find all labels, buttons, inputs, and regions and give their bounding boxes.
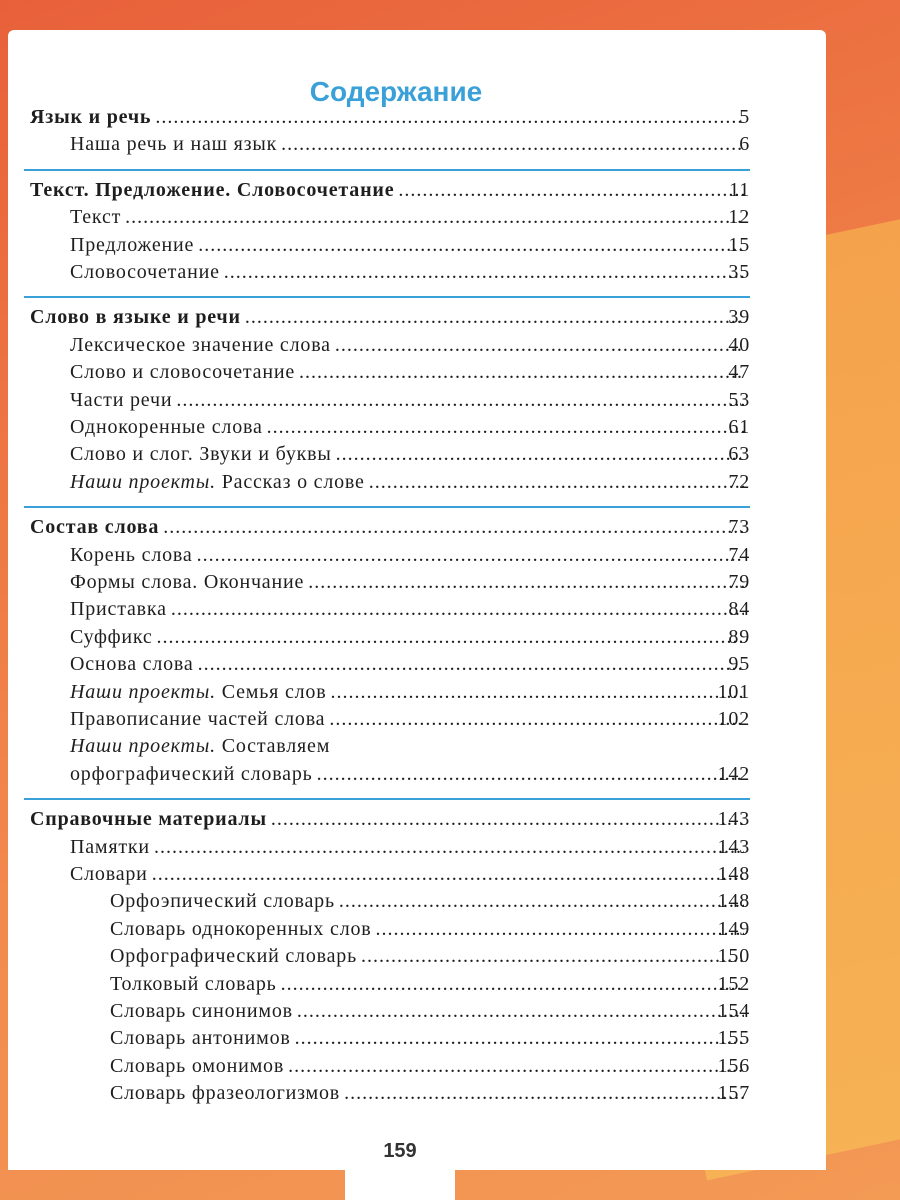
toc-entry-label <box>30 106 151 129</box>
toc-subitem[interactable] <box>110 1082 750 1105</box>
entry-title: Справочные материалы <box>30 808 267 831</box>
entry-page-number: 149 <box>717 917 750 940</box>
entry-page-number: 148 <box>717 863 750 885</box>
entry-title: Памятки <box>70 835 150 858</box>
section-separator <box>24 798 750 800</box>
entry-page-number: 152 <box>717 972 750 995</box>
toc-entry-label <box>110 1000 293 1023</box>
toc-entry-label <box>70 598 167 621</box>
toc-item[interactable] <box>70 735 750 758</box>
entry-title: Суффикс <box>70 625 153 648</box>
toc-entry-label <box>70 443 332 466</box>
toc-subitem[interactable] <box>110 945 750 968</box>
entry-title: Формы слова. Окончание <box>70 571 305 593</box>
entry-title: Слово в языке и речи <box>30 306 241 329</box>
dot-leader <box>308 571 744 594</box>
entry-title: Словарь антонимов <box>110 1027 291 1050</box>
entry-page-number: 15 <box>728 233 750 256</box>
entry-title: Словарь фразеологизмов <box>110 1082 341 1105</box>
entry-title: Словарь омонимов <box>110 1054 285 1077</box>
toc-entry-label <box>70 653 194 676</box>
toc-subitem[interactable] <box>110 1027 750 1050</box>
page-title: Содержание <box>309 76 483 107</box>
toc-item[interactable] <box>70 708 750 731</box>
toc-entry-label <box>70 361 295 384</box>
dot-leader <box>198 653 744 676</box>
entry-page-number: 73 <box>728 516 750 539</box>
dot-leader <box>317 763 744 786</box>
entry-title: Наша речь и наш язык <box>70 133 278 156</box>
toc-section[interactable] <box>30 306 750 329</box>
entry-title: Слово и словосочетание <box>70 361 296 384</box>
entry-title: Однокоренные слова <box>70 416 263 438</box>
dot-leader <box>335 334 744 357</box>
entry-page-number: 11 <box>729 178 750 201</box>
toc-item[interactable] <box>70 234 750 257</box>
toc-subitem[interactable] <box>110 890 750 913</box>
dot-leader <box>176 389 744 412</box>
entry-page-number: 47 <box>728 361 750 384</box>
entry-title: Язык и речь <box>30 106 152 128</box>
toc-item[interactable] <box>70 626 750 649</box>
toc-entry-label <box>70 389 172 412</box>
dot-leader <box>288 1055 744 1078</box>
dot-leader <box>267 416 744 439</box>
entry-page-number: 84 <box>728 598 750 621</box>
toc-item[interactable] <box>70 681 750 704</box>
entry-page-number: 154 <box>717 1000 750 1022</box>
project-label: Наши проекты. <box>70 680 216 703</box>
toc-section[interactable] <box>30 106 750 129</box>
toc-entry-label <box>70 836 150 859</box>
entry-title: Орфографический словарь <box>110 945 358 968</box>
toc-item[interactable] <box>70 261 750 284</box>
entry-title: Приставка <box>70 598 167 621</box>
toc-item[interactable] <box>70 598 750 621</box>
toc-item[interactable] <box>70 836 750 859</box>
entry-title: Семья слов <box>221 680 327 703</box>
dot-leader <box>330 681 744 704</box>
entry-page-number: 61 <box>728 416 750 438</box>
entry-page-number: 5 <box>739 106 750 128</box>
dot-leader <box>369 471 744 494</box>
entry-page-number: 53 <box>728 388 750 411</box>
toc-entry-label <box>70 544 193 567</box>
toc-entry-label <box>70 334 331 357</box>
toc-subitem[interactable] <box>110 918 750 941</box>
toc-entry-label <box>30 179 394 202</box>
toc-entry-label <box>70 763 313 786</box>
entry-title: Словосочетание <box>70 261 220 283</box>
entry-page-number: 39 <box>728 306 750 329</box>
dot-leader <box>281 133 744 156</box>
entry-title: орфографический словарь <box>70 762 313 785</box>
toc-entry-label <box>70 416 263 439</box>
entry-page-number: 155 <box>717 1027 750 1050</box>
dot-leader <box>155 106 744 129</box>
toc-item[interactable] <box>70 544 750 567</box>
toc-entry-label <box>110 945 357 968</box>
section-separator <box>24 296 750 298</box>
toc-entry-label <box>110 890 335 913</box>
dot-leader <box>171 598 744 621</box>
dot-leader <box>197 544 744 567</box>
toc-entry-label <box>70 735 330 758</box>
dot-leader <box>344 1082 744 1105</box>
toc-section[interactable] <box>30 516 750 539</box>
entry-page-number: 72 <box>728 470 750 493</box>
toc-entry-label <box>70 471 365 494</box>
dot-leader <box>361 945 744 968</box>
toc-entry-label <box>110 1055 284 1078</box>
dot-leader <box>297 1000 744 1023</box>
dot-leader <box>198 234 744 257</box>
dot-leader <box>157 626 744 649</box>
toc-entry-label <box>70 681 326 704</box>
entry-page-number: 150 <box>717 945 750 968</box>
toc-entry-label <box>70 206 121 229</box>
entry-page-number: 101 <box>717 680 750 703</box>
toc-entry-label <box>70 234 194 257</box>
entry-page-number: 157 <box>717 1082 750 1105</box>
entry-page-number: 40 <box>728 333 750 356</box>
entry-title: Части речи <box>70 388 173 411</box>
entry-page-number: 143 <box>717 808 750 831</box>
toc-entry-label <box>70 708 325 731</box>
toc-item[interactable] <box>70 334 750 357</box>
project-label: Наши проекты. <box>70 735 216 758</box>
dot-leader <box>224 261 744 284</box>
dot-leader <box>339 890 744 913</box>
entry-title: Текст <box>70 206 122 229</box>
entry-page-number: 6 <box>739 133 750 156</box>
toc-entry-label <box>70 863 148 886</box>
section-separator <box>24 506 750 508</box>
entry-page-number: 95 <box>728 653 750 676</box>
dot-leader <box>376 918 744 941</box>
toc-item[interactable] <box>70 443 750 466</box>
toc-section[interactable] <box>30 179 750 202</box>
dot-leader <box>329 708 744 731</box>
entry-title: Словарь однокоренных слов <box>110 917 372 940</box>
toc-subitem[interactable] <box>110 1000 750 1023</box>
dot-leader <box>271 808 744 831</box>
entry-title: Состав слова <box>30 516 160 539</box>
entry-page-number: 35 <box>728 261 750 283</box>
toc-subitem[interactable] <box>110 973 750 996</box>
toc-subitem[interactable] <box>110 1055 750 1078</box>
entry-title: Предложение <box>70 233 195 256</box>
entry-page-number: 148 <box>717 890 750 913</box>
entry-page-number: 142 <box>717 762 750 785</box>
entry-title: Словарь синонимов <box>110 1000 293 1022</box>
dot-leader <box>125 206 744 229</box>
dot-leader <box>163 516 744 539</box>
entry-title: Словари <box>70 863 148 885</box>
toc-item[interactable] <box>70 416 750 439</box>
toc-entry-label <box>30 306 241 329</box>
toc-entry-label <box>110 1082 340 1105</box>
section-separator <box>24 169 750 171</box>
toc-item[interactable] <box>70 389 750 412</box>
entry-page-number: 12 <box>728 206 750 229</box>
toc-entry-label <box>30 808 267 831</box>
toc-item[interactable] <box>70 133 750 156</box>
entry-page-number: 102 <box>717 708 750 730</box>
entry-page-number: 89 <box>728 625 750 648</box>
toc-entry-label <box>110 1027 291 1050</box>
entry-page-number: 156 <box>717 1054 750 1077</box>
dot-leader <box>299 361 744 384</box>
toc-item[interactable] <box>70 361 750 384</box>
project-label: Наши проекты. <box>70 470 216 493</box>
dot-leader <box>152 863 744 886</box>
toc-item[interactable] <box>70 863 750 886</box>
toc-entry-label <box>70 261 220 284</box>
page-number: 159 <box>383 1140 417 1162</box>
entry-title: Основа слова <box>70 653 194 676</box>
entry-title: Рассказ о слове <box>221 470 365 493</box>
entry-title: Текст. Предложение. Словосочетание <box>30 178 395 201</box>
entry-title: Корень слова <box>70 543 193 566</box>
entry-title: Составляем <box>221 735 331 758</box>
toc-item[interactable] <box>70 571 750 594</box>
entry-page-number: 143 <box>717 835 750 858</box>
dot-leader <box>336 443 744 466</box>
toc-item[interactable] <box>70 763 750 786</box>
entry-page-number: 74 <box>728 543 750 566</box>
toc-section[interactable] <box>30 808 750 831</box>
toc-entry-label <box>110 973 277 996</box>
entry-page-number: 63 <box>728 443 750 466</box>
toc-item[interactable] <box>70 206 750 229</box>
toc-entry-label <box>30 516 159 539</box>
entry-title: Слово и слог. Звуки и буквы <box>70 443 332 466</box>
toc-entry-label <box>110 918 372 941</box>
toc-entry-label <box>70 626 153 649</box>
entry-page-number: 79 <box>728 571 750 593</box>
dot-leader <box>295 1027 744 1050</box>
toc-entry-label <box>70 133 277 156</box>
dot-leader <box>245 306 744 329</box>
toc-item[interactable] <box>70 471 750 494</box>
dot-leader <box>398 179 744 202</box>
entry-title: Лексическое значение слова <box>70 333 331 356</box>
entry-title: Орфоэпический словарь <box>110 890 335 913</box>
toc-entry-label <box>70 571 304 594</box>
dot-leader <box>154 836 744 859</box>
dot-leader <box>281 973 744 996</box>
toc-item[interactable] <box>70 653 750 676</box>
entry-title: Правописание частей слова <box>70 708 326 730</box>
entry-title: Толковый словарь <box>110 972 277 995</box>
